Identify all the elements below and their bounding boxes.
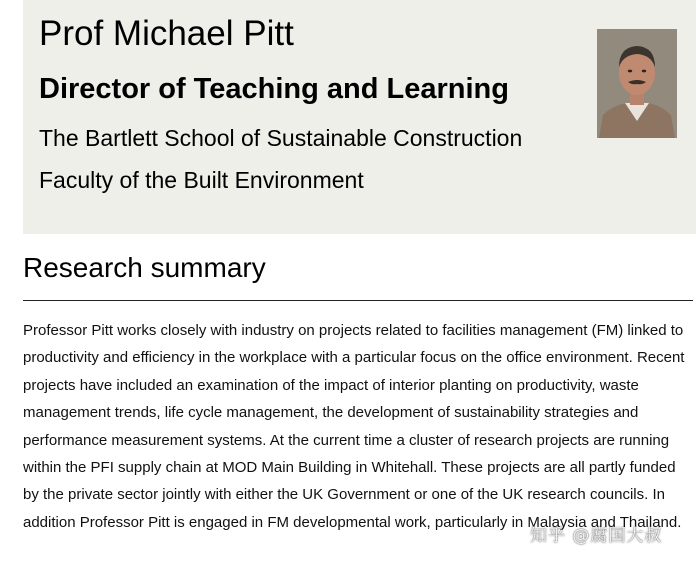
- watermark: 知乎 @腐国大叔: [530, 526, 663, 546]
- profile-header: [23, 0, 696, 234]
- research-summary-text: Professor Pitt works closely with industry on projects related to facilities management (FM) linked to productivity and efficiency in the workplace with a particular focus on the office environment. Recent projects have included an examination of the impact of interior planting on productivity, waste management trends, life cycle management, the development of sustainability strategies and performance measurement systems. At the current time a cluster of research projects are running within the PFI supply chain at MOD Main Building in Whitehall. These projects are all partly funded by the private sector jointly with either the UK Government or one of the UK research councils. In addition Professor Pitt is engaged in FM developmental work, particularly in Malaysia and Thailand.: [23, 322, 685, 531]
- section-divider: [23, 300, 693, 301]
- profile-faculty: Faculty of the Built Environment: [39, 167, 364, 193]
- profile-name: Prof Michael Pitt: [39, 14, 294, 53]
- profile-department: The Bartlett School of Sustainable Construction: [39, 125, 523, 151]
- profile-photo: [597, 29, 677, 138]
- portrait-photo-icon: [597, 29, 677, 138]
- section-title-research-summary: Research summary: [23, 252, 266, 283]
- profile-role: Director of Teaching and Learning: [39, 73, 509, 105]
